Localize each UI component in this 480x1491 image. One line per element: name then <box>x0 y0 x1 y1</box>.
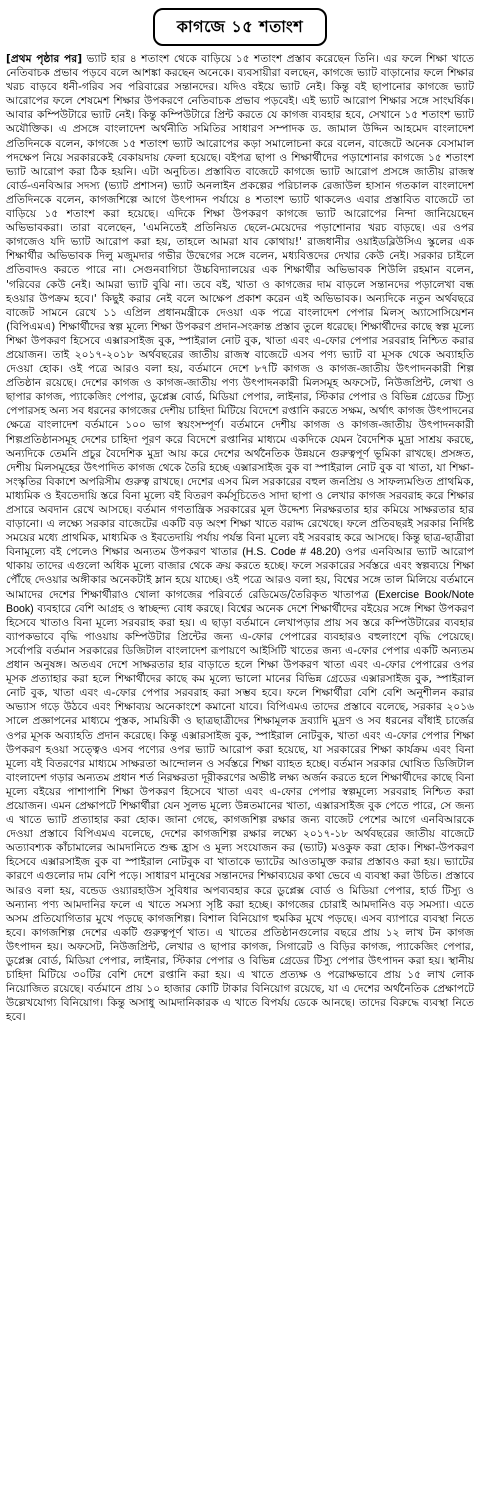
continued-from-label: [প্রথম পৃষ্ঠার পর] <box>6 53 83 65</box>
hs-code: (H.S. Code # 48.20) <box>242 546 341 559</box>
exercise-book-note: (Exercise Book/Note Book) <box>6 588 474 615</box>
article-body <box>6 52 474 1024</box>
article-paragraph-1: ভ্যাট হার ৪ শতাংশ থেকে বাড়িয়ে ১৫ শতাংশ প্রস্তাব করেছেন তিনি। এর ফলে শিক্ষা খাতে নেতিবাচক প্রভাব পড়বে বলে আশঙ্কা করছেন অনেকে। ব্যবসায়ীরা বলছেন, কাগজে ভ্যাট বাড়ানোর ফলে শিক্ষার খরচ বাড়বে ধনী-গরিব সব পরিবারের সন্তানদের। যদিও বইয়ে ভ্যাট নেই। কিন্তু বই ছাপানোর কাগজে ভ্যাট আরোপের ফলে শেষমেশ শিক্ষার উপকরণে নেতিবাচক প্রভাব পড়বেই। এই ভ্যাট আরোপ শিক্ষার সঙ্গে সাংঘর্ষিক। আবার কম্পিউটারে ভ্যাট নেই। কিন্তু কম্পিউটারে প্রিন্ট করতে যে কাগজ ব্যবহার হবে, সেখানে ১৫ শতাংশ ভ্যাট অযৌক্তিক। এ প্রসঙ্গে বাংলাদেশ অর্থনীতি সমিতির সাধারণ সম্পাদক ড. জামাল উদ্দিন আহমেদ বাংলাদেশ প্রতিদিনকে বলেন, কাগজে ১৫ শতাংশ ভ্যাট আরোপের কড়া সমালোচনা করে বলেন, বাজেটে অনেক বেসামাল পদক্ষেপ নিয়ে সরকারকেই বেকায়দায় ফেলা হয়েছে। বইপত্র ছাপা ও শিক্ষার্থীদের পড়াশোনার কাগজে ১৫ শতাংশ ভ্যাট আরোপ করা ঠিক হয়নি। এটা অনুচিত। প্রস্তাবিত বাজেটে কাগজে ভ্যাট আরোপ প্রসঙ্গে জাতীয় রাজস্ব বোর্ড-এনবিআর সদস্য (ভ্যাট প্রশাসন) ভ্যাট অনলাইন প্রকল্পের পরিচালক রেজাউল হাসান গতকাল বাংলাদেশ প্রতিদিনকে বলেন, কাগজশিল্পে আগে উৎপাদন পর্যায়ে ৪ শতাংশ ভ্যাট থাকলেও এবার প্রস্তাবিত বাজেটে তা বাড়িয়ে ১৫ শতাংশ করা হয়েছে। এদিকে শিক্ষা উপকরণ কাগজে ভ্যাট আরোপের নিন্দা জানিয়েছেন অভিভাবকরা। তারা বলেছেন, 'এমনিতেই প্রতিনিয়ত ছেলে-মেয়েদের পড়াশোনার খরচ বাড়ছে। এর ওপর কাগজেও যদি ভ্যাট আরোপ করা হয়, তাহলে আমরা যাব কোথায়!' রাজধানীর ওয়াইডব্লিউসিএ স্কুলের এক শিক্ষার্থীর অভিভাবক দিলু মজুমদার গভীর উদ্বেগের সঙ্গে বলেন, মধ্যবিত্তদের দেখার কেউ নেই। সরকার চাইলে প্রতিবাদও করতে পারে না। সেগুনবাগিচা উচ্চবিদ্যালয়ের এক শিক্ষার্থীর অভিভাবক শিউলি রহমান বলেন, 'গরিবের কেউ নেই। আমরা ভ্যাট বুঝি না। তবে বই, খাতা ও কাগজের দাম বাড়লে সন্তানদের পড়ালেখা বন্ধ হওয়ার উপক্রম হবে।' কিছুই করার নেই বলে আক্ষেপ প্রকাশ করেন এই অভিভাবক। অন্যদিকে নতুন অর্থবছরে বাজেট সামনে রেখে ১১ এপ্রিল প্রধানমন্ত্রীকে দেওয়া এক পত্রে বাংলাদেশ পেপার মিলস্ অ্যাসোসিয়েশন (বিপিএমএ) শিক্ষার্থীদের স্বল্প মূল্যে শিক্ষা উপকরণ প্রদান-সংক্রান্ত প্রস্তাব তুলে ধরেছে। শিক্ষার্থীদের কাছে স্বল্প মূল্যে শিক্ষা উপকরণ হিসেবে এক্সারসাইজ বুক, স্পাইরাল নোট বুক, খাতা এবং এ-ফোর পেপার সরবরাহ নিশ্চিত করার প্রয়োজন। তাই ২০১৭-২০১৮ অর্থবছরের জাতীয় রাজস্ব বাজেটে এসব পণ্য ভ্যাট বা মূসক থেকে অব্যাহতি দেওয়া হোক। ওই পত্রে আরও বলা হয়, বর্তমানে দেশে ৮৭টি কাগজ ও কাগজ-জাতীয় উৎপাদনকারী শিল্প প্রতিষ্ঠান রয়েছে। দেশের কাগজ ও কাগজ-জাতীয় পণ্য উৎপাদনকারী মিলসমূহ অফসেট, নিউজপ্রিন্ট, লেখা ও ছাপার কাগজ, প্যাকেজিং পেপার, ডুপ্লেক্স বোর্ড, মিডিয়া পেপার, লাইনার, স্টিকার পেপার ও বিভিন্ন গ্রেডের টিস্যু পেপারসহ অন্য সব ধরনের কাগজের দেশীয় চাহিদা মিটিয়ে বিদেশে রপ্তানি করতে সক্ষম, অর্থাৎ কাগজ উৎপাদনের ক্ষেত্রে বাংলাদেশ বর্তমানে ১০০ ভাগ স্বয়ংসম্পূর্ণ। বর্তমানে দেশীয় কাগজ ও কাগজ-জাতীয় উৎপাদনকারী শিল্পপ্রতিষ্ঠানসমূহ দেশের চাহিদা পূরণ করে বিদেশে রপ্তানির মাধ্যমে একদিকে যেমন বৈদেশিক মুদ্রা সাশ্রয় করছে, অন্যদিকে তেমনি প্রচুর বৈদেশিক মুদ্রা আয় করে দেশের অর্থনৈতিক উন্নয়নে গুরুত্বপূর্ণ ভূমিকা রাখছে। প্রসঙ্গত, দেশীয় মিলসমূহের উৎপাদিত কাগজ থেকে তৈরি হচ্ছে এক্সারসাইজ বুক বা স্পাইরাল নোট বুক বা খাতা, যা শিক্ষা-সংস্কৃতির বিকাশে অপরিসীম গুরুত্ব রাখছে। দেশের এসব মিল সরকারের বহুল জনপ্রিয় ও সাফল্যমণ্ডিত প্রাথমিক, মাধ্যমিক ও ইবতেদায়ি স্তরে বিনা মূল্যে বই বিতরণ কর্মসূচিতেও সাদা ছাপা ও লেখার কাগজ সরবরাহ করে শিক্ষার প্রসারে অবদান রেখে আসছে। বর্তমান গণতান্ত্রিক সরকারের মূল উদ্দেশ্য নিরক্ষরতার হার কমিয়ে সাক্ষরতার হার বাড়ানো। এ লক্ষ্যে সরকার বাজেটের একটি বড় অংশ শিক্ষা খাতে বরাদ্দ রেখেছে। ফলে প্রতিবছরই সরকার নির্দিষ্ট সময়ের মধ্যে প্রাথমিক, মাধ্যমিক ও ইবতেদায়ি পর্যায় পর্যন্ত বিনা মূল্যে বই সরবরাহ করে আসছে। কিন্তু ছাত্র-ছাত্রীরা বিনামূল্যে বই পেলেও শিক্ষার অন্যতম উপকরণ খাতার <box>6 53 474 559</box>
headline: কাগজে ১৫ শতাংশ <box>176 17 304 36</box>
article-paragraph-3: ব্যবহারে বেশি আগ্রহ ও স্বাচ্ছন্দ্য বোধ করছে। বিশ্বের অনেক দেশে শিক্ষার্থীদের বইয়ের সঙ্গে শিক্ষা উপকরণ হিসেবে খাতাও বিনা মূল্যে সরবরাহ করা হয়। এ ছাড়া বর্তমানে লেখাপড়ার প্রায় সব স্তরে কম্পিউটারের ব্যবহার ব্যাপকভাবে বৃদ্ধি পাওয়ায় কম্পিউটার প্রিন্টের জন্য এ-ফোর পেপারের ব্যবহারও বহুলাংশে বৃদ্ধি পেয়েছে। সর্বোপরি বর্তমান সরকারের ডিজিটাল বাংলাদেশ রূপায়ণে আইসিটি খাতের জন্য এ-ফোর পেপার একটি অন্যতম প্রধান অনুষঙ্গ। অতএব দেশে সাক্ষরতার হার বাড়াতে হলে শিক্ষা উপকরণ খাতা এবং এ-ফোর পেপারের ওপর মূসক প্রত্যাহার করা হলে শিক্ষার্থীদের কাছে কম মূল্যে ভালো মানের বিভিন্ন গ্রেডের এক্সারসাইজ বুক, স্পাইরাল নোট বুক, খাতা এবং এ-ফোর পেপার সরবরাহ করা সম্ভব হবে। ফলে শিক্ষার্থীরা বেশি বেশি অনুশীলন করার অভ্যাস গড়ে উঠবে এবং শিক্ষাব্যয় অনেকাংশে কমানো যাবে। বিপিএমএ তাদের প্রস্তাবে বলেছে, সরকার ২০১৬ সালে প্রজ্ঞাপনের মাধ্যমে পুস্তক, সাময়িকী ও ছাত্রছাত্রীদের শিক্ষামূলক দ্রব্যাদি মুদ্রণ ও সব ধরনের বাঁধাই চার্জের ওপর মূসক অব্যাহতি প্রদান করেছে। কিন্তু এক্সারসাইজ বুক, স্পাইরাল নোটবুক, খাতা এবং এ-ফোর পেপার শিক্ষা উপকরণ হওয়া সত্ত্বেও এসব পণ্যের ওপর ভ্যাট আরোপ করা হয়েছে, যা সরকারের শিক্ষা কার্যক্রম এবং বিনা মূল্যে বই বিতরণের মাধ্যমে সাক্ষরতা আন্দোলন ও সর্বস্তরে শিক্ষা ব্যাহত হচ্ছে। বর্তমান সরকার ঘোষিত ডিজিটাল বাংলাদেশ গড়ার অন্যতম প্রধান শর্ত নিরক্ষরতা দূরীকরণের অভীষ্ট লক্ষ্য অর্জন করতে হলে শিক্ষার্থীদের কাছে বিনা মূল্যে বইয়ের পাশাপাশি শিক্ষা উপকরণ হিসেবে খাতা এবং এ-ফোর পেপার স্বল্পমূল্যে সরবরাহ নিশ্চিত করা প্রয়োজন। এমন প্রেক্ষাপটে শিক্ষার্থীরা যেন সুলভ মূল্যে উন্নতমানের খাতা, এক্সারসাইজ বুক পেতে পারে, সে জন্য এ খাতে ভ্যাট প্রত্যাহার করা হোক। জানা গেছে, কাগজশিল্প রক্ষার জন্য বাজেট পেশের আগে এনবিআরকে দেওয়া প্রস্তাবে বিপিএমএ বলেছে, দেশের কাগজশিল্প রক্ষার লক্ষ্যে ২০১৭-১৮ অর্থবছরের জাতীয় বাজেটে অত্যাবশ্যক কাঁচামালের আমদানিতে শুল্ক হ্রাস ও মূল্য সংযোজন কর (ভ্যাট) মওকুফ করা হোক। শিক্ষা-উপকরণ হিসেবে এক্সারসাইজ বুক বা স্পাইরাল নোটবুক বা খাতাকে ভ্যাটের আওতামুক্ত করার প্রস্তাবও করা হয়। ভ্যাটের কারণে এগুলোর দাম বেশি পড়ে। সাধারণ মানুষের সন্তানদের শিক্ষাব্যয়ের কথা ভেবে এ ব্যবস্থা করা উচিত। প্রস্তাবে আরও বলা হয়, বন্ডেড ওয়্যারহাউস সুবিধার অপব্যবহার করে ডুপ্লেক্স বোর্ড ও মিডিয়া পেপার, হার্ড টিস্যু ও অন্যান্য পণ্য আমদানির ফলে এ খাতে সমস্যা সৃষ্টি করা হচ্ছে। কাগজের চোরাই আমদানিও বড় সমস্যা। এতে অসম প্রতিযোগিতার মুখে পড়ছে কাগজশিল্প। বিশাল বিনিয়োগ হুমকির মুখে পড়ছে। এসব ব্যাপারে ব্যবস্থা নিতে হবে। কাগজশিল্প দেশের একটি গুরুত্বপূর্ণ খাত। এ খাতের প্রতিষ্ঠানগুলোর বছরে প্রায় ১২ লাখ টন কাগজ উৎপাদন হয়। অফসেট, নিউজপ্রিন্ট, লেখার ও ছাপার কাগজ, সিগারেট ও বিড়ির কাগজ, প্যাকেজিং পেপার, ডুপ্লেক্স বোর্ড, মিডিয়া পেপার, লাইনার, স্টিকার পেপার ও বিভিন্ন গ্রেডের টিস্যু পেপার উৎপাদন করা হয়। স্থানীয় চাহিদা মিটিয়ে ৩০টির বেশি দেশে রপ্তানি করা হয়। এ খাতে প্রত্যক্ষ ও পরোক্ষভাবে প্রায় ১৫ লাখ লোক নিয়োজিত রয়েছে। বর্তমানে প্রায় ১০ হাজার কোটি টাকার বিনিয়োগ রয়েছে, যা এ দেশের অর্থনৈতিক প্রেক্ষাপটে উল্লেখযোগ্য বিনিয়োগ। কিন্তু অসাধু আমদানিকারক এ খাতে বিপর্যয় ডেকে আনছে। তাদের বিরুদ্ধে ব্যবস্থা নিতে হবে। <box>6 602 474 1024</box>
headline-box <box>153 8 327 46</box>
article-paragraph-2: ওপর এনবিআর ভ্যাট আরোপ থাকায় তাদের এগুলো অধিক মূল্যে বাজার থেকে ক্রয় করতে হচ্ছে। ফলে সরকারের সর্বস্তরে এবং স্বল্পব্যয়ে শিক্ষা পৌঁছে দেওয়ার অঙ্গীকার অনেকটাই ম্লান হয়ে যাচ্ছে। ওই পত্রে আরও বলা হয়, বিশ্বের সঙ্গে তাল মিলিয়ে বর্তমানে আমাদের দেশের শিক্ষার্থীরাও খোলা কাগজের পরিবর্তে রেডিমেড/তৈরিকৃত খাতাপত্র <box>6 546 474 601</box>
